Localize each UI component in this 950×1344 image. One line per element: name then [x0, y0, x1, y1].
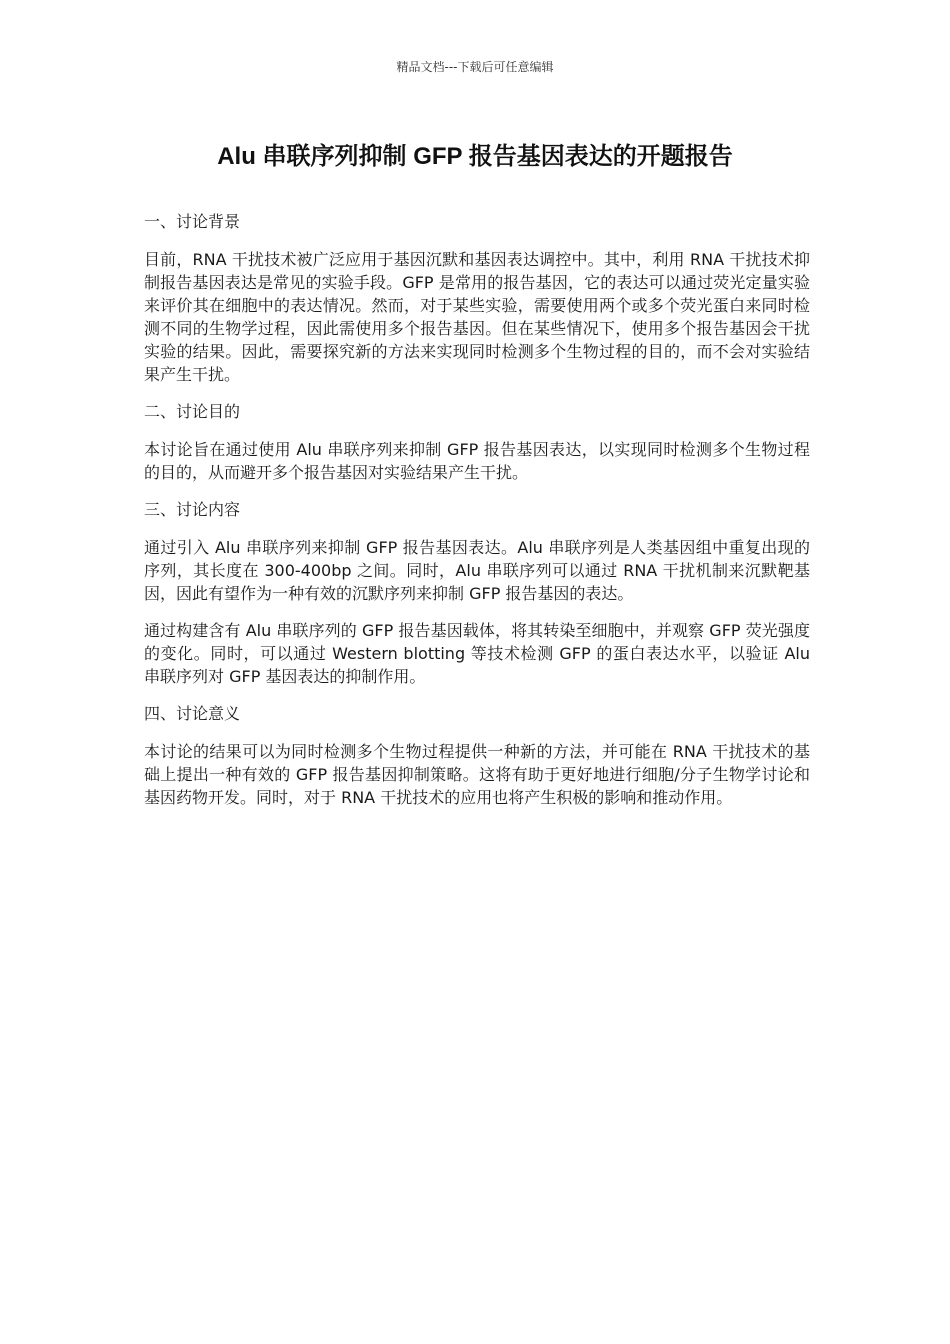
section-paragraph: 本讨论旨在通过使用 Alu 串联序列来抑制 GFP 报告基因表达，以实现同时检测多个生物过程的目的，从而避开多个报告基因对实验结果产生干扰。	[144, 440, 810, 482]
section-background	[144, 210, 810, 386]
section-paragraph: 通过引入 Alu 串联序列来抑制 GFP 报告基因表达。Alu 串联序列是人类基因组中重复出现的序列，其长度在 300-400bp 之间。同时，Alu 串联序列可以通过 RNA 干扰机制来沉默靶基因，因此有望作为一种有效的沉默序列来抑制 GFP 报告基因的表达。	[144, 538, 810, 603]
section-heading: 二、讨论目的	[144, 402, 241, 421]
section-purpose	[144, 400, 810, 484]
section-paragraph: 通过构建含有 Alu 串联序列的 GFP 报告基因载体，将其转染至细胞中，并观察 GFP 荧光强度的变化。同时，可以通过 Western blotting 等技术检测 GFP 的蛋白表达水平，以验证 Alu 串联序列对 GFP 基因表达的抑制作用。	[144, 621, 810, 686]
section-content	[144, 498, 810, 688]
document-body	[144, 210, 810, 823]
section-paragraph: 本讨论的结果可以为同时检测多个生物过程提供一种新的方法，并可能在 RNA 干扰技术的基础上提出一种有效的 GFP 报告基因抑制策略。这将有助于更好地进行细胞/分子生物学讨论和基因药物开发。同时，对于 RNA 干扰技术的应用也将产生积极的影响和推动作用。	[144, 742, 810, 807]
header-note: 精品文档---下载后可任意编辑	[396, 60, 554, 74]
section-heading: 一、讨论背景	[144, 212, 241, 231]
section-heading: 四、讨论意义	[144, 704, 241, 723]
document-title: Alu 串联序列抑制 GFP 报告基因表达的开题报告	[217, 143, 733, 170]
section-heading: 三、讨论内容	[144, 500, 241, 519]
section-paragraph: 目前，RNA 干扰技术被广泛应用于基因沉默和基因表达调控中。其中，利用 RNA 干扰技术抑制报告基因表达是常见的实验手段。GFP 是常用的报告基因，它的表达可以通过荧光定量实验来评价其在细胞中的表达情况。然而，对于某些实验，需要使用两个或多个荧光蛋白来同时检测不同的生物学过程，因此需使用多个报告基因。但在某些情况下，使用多个报告基因会干扰实验的结果。因此，需要探究新的方法来实现同时检测多个生物过程的目的，而不会对实验结果产生干扰。	[144, 250, 810, 384]
section-significance	[144, 702, 810, 809]
